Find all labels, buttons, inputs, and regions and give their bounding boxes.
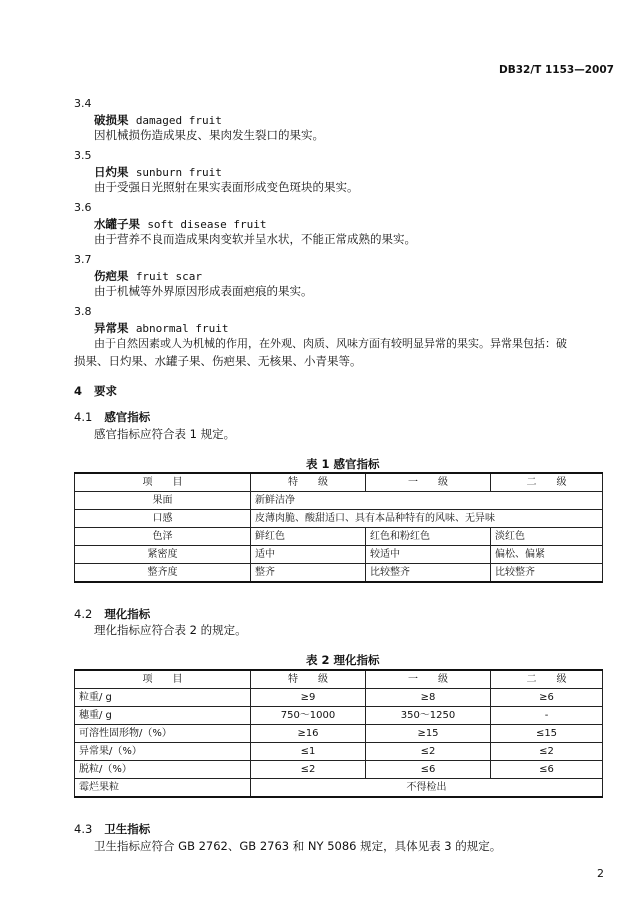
table-row (75, 564, 603, 583)
value-cell: ≥16 (251, 725, 366, 743)
value-cell: ≤2 (491, 743, 603, 761)
value-cell: 350～1250 (366, 707, 491, 725)
term-zh: 异常果 (94, 321, 129, 335)
item-cell: 霉烂果粒 (75, 779, 251, 798)
term-definition: 由于受强日光照射在果实表面形成变色斑块的果实。 (94, 180, 359, 194)
value-cell: 适中 (251, 546, 366, 564)
section-heading (74, 383, 117, 399)
header-cell: 特 级 (251, 670, 366, 689)
value-cell: - (491, 707, 603, 725)
value-cell: ≤2 (366, 743, 491, 761)
term-number: 3.4 (74, 97, 92, 110)
physicochemical-table (74, 669, 603, 798)
value-cell: ≤6 (491, 761, 603, 779)
subsection-heading (74, 606, 150, 622)
subsection-body: 感官指标应符合表 1 规定。 (94, 427, 236, 441)
value-cell: ≥15 (366, 725, 491, 743)
term-en: sunburn fruit (135, 166, 222, 179)
item-cell: 异常果/（%） (75, 743, 251, 761)
item-cell: 穗重/ g (75, 707, 251, 725)
term-heading (94, 216, 267, 232)
term-definition: 因机械损伤造成果皮、果肉发生裂口的果实。 (94, 128, 324, 142)
term-number: 3.8 (74, 305, 92, 318)
term-zh: 日灼果 (94, 165, 129, 179)
subsection-number: 4.2 (74, 607, 93, 621)
term-definition: 由于机械等外界原因形成表面疤痕的果实。 (94, 284, 313, 298)
table-caption: 表 2 理化指标 (306, 653, 380, 667)
subsection-title: 理化指标 (104, 607, 151, 621)
term-number: 3.7 (74, 253, 92, 266)
table-row (75, 528, 603, 546)
value-cell: ≤2 (251, 761, 366, 779)
sensory-table (74, 472, 603, 583)
page-number: 2 (597, 867, 604, 880)
table-caption: 表 1 感官指标 (306, 457, 380, 471)
header-cell: 特 级 (251, 473, 366, 492)
header-cell: 二 级 (491, 473, 603, 492)
header-cell: 一 级 (366, 473, 491, 492)
item-cell: 紧密度 (75, 546, 251, 564)
header-cell: 项 目 (75, 473, 251, 492)
subsection-body: 理化指标应符合表 2 的规定。 (94, 623, 247, 637)
term-en: soft disease fruit (147, 218, 267, 231)
subsection-title: 感官指标 (104, 410, 151, 424)
term-heading (94, 268, 202, 284)
merged-cell: 不得检出 (251, 779, 603, 798)
item-cell: 脱粒/（%） (75, 761, 251, 779)
table-row (75, 689, 603, 707)
value-cell: 比较整齐 (491, 564, 603, 583)
subsection-heading (74, 409, 150, 425)
section-title: 要求 (94, 384, 118, 398)
term-heading (94, 164, 222, 180)
term-definition-line: 损果、日灼果、水罐子果、伤疤果、无核果、小青果等。 (74, 354, 362, 368)
item-cell: 色泽 (75, 528, 251, 546)
table-row (75, 743, 603, 761)
table-header-row (75, 670, 603, 689)
table-row (75, 761, 603, 779)
value-cell: 较适中 (366, 546, 491, 564)
item-cell: 可溶性固形物/（%） (75, 725, 251, 743)
value-cell: 比较整齐 (366, 564, 491, 583)
value-cell: 偏松、偏紧 (491, 546, 603, 564)
term-en: fruit scar (135, 270, 203, 283)
value-cell: 750～1000 (251, 707, 366, 725)
item-cell: 口感 (75, 510, 251, 528)
term-zh: 破损果 (94, 113, 129, 127)
item-cell: 粒重/ g (75, 689, 251, 707)
item-cell: 果面 (75, 492, 251, 510)
value-cell: ≤15 (491, 725, 603, 743)
value-cell: 整齐 (251, 564, 366, 583)
section-number: 4 (74, 384, 83, 398)
table-row (75, 492, 603, 510)
subsection-body: 卫生指标应符合 GB 2762、GB 2763 和 NY 5086 规定，具体见表 3 的规定。 (94, 839, 502, 853)
term-number: 3.5 (74, 149, 92, 162)
term-number: 3.6 (74, 201, 92, 214)
term-zh: 水罐子果 (94, 217, 140, 231)
header-cell: 一 级 (366, 670, 491, 689)
table-row (75, 725, 603, 743)
term-en: abnormal fruit (135, 322, 229, 335)
term-zh: 伤疤果 (94, 269, 129, 283)
subsection-number: 4.1 (74, 410, 93, 424)
table-row (75, 707, 603, 725)
term-en: damaged fruit (135, 114, 222, 127)
table-row (75, 510, 603, 528)
value-cell: ≥6 (491, 689, 603, 707)
value-cell: ≥9 (251, 689, 366, 707)
term-heading (94, 320, 229, 336)
merged-cell: 皮薄肉脆、酸甜适口、具有本品种特有的风味、无异味 (251, 510, 603, 528)
item-cell: 整齐度 (75, 564, 251, 583)
value-cell: ≤6 (366, 761, 491, 779)
header-cell: 项 目 (75, 670, 251, 689)
value-cell: 红色和粉红色 (366, 528, 491, 546)
table-row (75, 779, 603, 798)
value-cell: 鲜红色 (251, 528, 366, 546)
subsection-number: 4.3 (74, 822, 93, 836)
subsection-heading (74, 821, 150, 837)
term-definition-line: 由于自然因素或人为机械的作用，在外观、肉质、风味方面有较明显异常的果实。异常果包括：破 (94, 337, 567, 350)
value-cell: ≤1 (251, 743, 366, 761)
table-header-row (75, 473, 603, 492)
term-heading (94, 112, 222, 128)
document-code: DB32/T 1153—2007 (499, 64, 614, 76)
value-cell: ≥8 (366, 689, 491, 707)
subsection-title: 卫生指标 (104, 822, 151, 836)
term-definition: 由于营养不良而造成果肉变软并呈水状，不能正常成熟的果实。 (94, 232, 416, 246)
table-row (75, 546, 603, 564)
header-cell: 二 级 (491, 670, 603, 689)
merged-cell: 新鲜洁净 (251, 492, 603, 510)
value-cell: 淡红色 (491, 528, 603, 546)
